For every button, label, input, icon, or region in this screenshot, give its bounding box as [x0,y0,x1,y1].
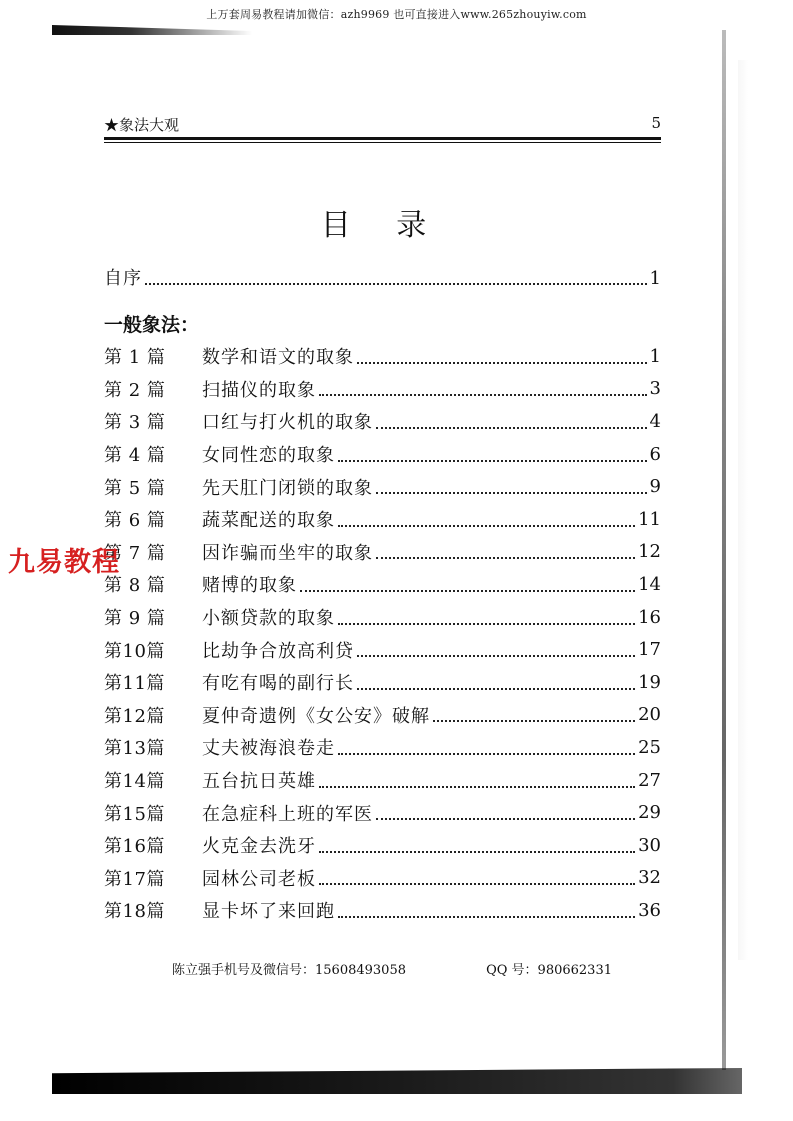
top-banner: 上万套周易教程请加微信：azh9969 也可直接进入www.265zhouyiw.com [206,8,587,21]
toc-preface-row [104,264,661,290]
chapter-label: 第11篇 [104,673,165,695]
chapter-title: 有吃有喝的副行长 [202,673,354,695]
chapter-page: 12 [638,541,661,563]
chapter-label: 第 9 篇 [104,608,166,630]
chapter-label: 第14篇 [104,771,165,793]
chapter-page: 9 [649,476,661,498]
toc-list [104,340,661,927]
chapter-page: 32 [638,867,661,889]
dot-leader [319,850,635,853]
dot-leader [319,882,635,885]
chapter-label: 第 1 篇 [104,347,166,369]
dot-leader [338,622,635,625]
toc-entry [104,829,661,862]
dot-leader [319,785,635,788]
toc-entry [104,633,661,666]
page-number: 5 [651,114,661,132]
chapter-label: 第17篇 [104,868,165,890]
chapter-title: 扫描仪的取象 [202,379,316,401]
chapter-label: 第 2 篇 [104,379,166,401]
chapter-title: 比劫争合放高利贷 [202,640,354,662]
scan-shadow-bottom [52,1068,742,1094]
watermark-logo: 九易教程 [8,547,120,578]
chapter-page: 11 [638,508,661,530]
dot-leader [433,719,635,722]
chapter-title: 显卡坏了来回跑 [202,901,335,923]
chapter-label: 第 4 篇 [104,445,166,467]
chapter-title: 火克金去洗牙 [202,836,316,858]
running-title: ★象法大观 [104,116,180,134]
chapter-page: 20 [638,704,661,726]
header-rule-thin [104,142,661,143]
chapter-page: 30 [638,834,661,856]
toc-entry [104,470,661,503]
chapter-title: 在急症科上班的军医 [202,803,373,825]
chapter-title: 数学和语文的取象 [202,347,354,369]
chapter-page: 14 [638,573,661,595]
chapter-page: 25 [638,736,661,758]
chapter-title: 口红与打火机的取象 [202,412,373,434]
chapter-label: 第12篇 [104,705,165,727]
toc-entry [104,405,661,438]
dot-leader [338,752,635,755]
chapter-page: 16 [638,606,661,628]
toc-entry [104,796,661,829]
dot-leader [376,491,647,494]
toc-entry [104,503,661,536]
chapter-label: 第15篇 [104,803,165,825]
chapter-label: 第13篇 [104,738,165,760]
toc-entry [104,894,661,927]
dot-leader [357,361,647,364]
toc-entry [104,764,661,797]
chapter-label: 第 7 篇 [104,542,166,564]
dot-leader [300,589,635,592]
chapter-page: 19 [638,671,661,693]
toc-entry [104,666,661,699]
chapter-label: 第 3 篇 [104,412,166,434]
chapter-label: 第 8 篇 [104,575,166,597]
dot-leader [376,426,647,429]
chapter-page: 27 [638,769,661,791]
dot-leader [357,687,635,690]
chapter-page: 4 [649,410,661,432]
footer-qq: QQ 号：980662331 [486,963,612,978]
dot-leader [338,524,635,527]
toc-entry [104,340,661,373]
toc-title: 目 录 [320,208,445,243]
dot-leader [376,817,635,820]
chapter-page: 17 [638,639,661,661]
chapter-title: 园林公司老板 [202,868,316,890]
chapter-title: 先天肛门闭锁的取象 [202,477,373,499]
chapter-title: 小额贷款的取象 [202,608,335,630]
header-rule [104,137,661,140]
footer-contact [172,959,612,978]
toc-entry [104,568,661,601]
toc-entry [104,731,661,764]
toc-entry [104,862,661,895]
chapter-title: 女同性恋的取象 [202,445,335,467]
section-heading: 一般象法： [104,314,200,336]
dot-leader [338,915,635,918]
chapter-page: 1 [649,345,661,367]
chapter-title: 五台抗日英雄 [202,771,316,793]
chapter-label: 第16篇 [104,836,165,858]
dot-leader [338,459,647,462]
toc-entry [104,601,661,634]
toc-entry [104,438,661,471]
chapter-page: 6 [649,443,661,465]
chapter-title: 因诈骗而坐牢的取象 [202,542,373,564]
running-header [104,114,661,136]
scan-shadow-top [52,25,252,35]
preface-label: 自序 [104,268,142,289]
chapter-page: 36 [638,899,661,921]
chapter-page: 29 [638,802,661,824]
dot-leader [145,282,647,285]
scan-page-edge [722,30,726,1070]
chapter-title: 赌博的取象 [202,575,297,597]
preface-page: 1 [649,268,661,289]
chapter-page: 3 [649,378,661,400]
chapter-label: 第18篇 [104,901,165,923]
toc-entry [104,373,661,406]
dot-leader [357,654,635,657]
chapter-title: 丈夫被海浪卷走 [202,738,335,760]
dot-leader [319,393,647,396]
chapter-label: 第 6 篇 [104,510,166,532]
chapter-label: 第10篇 [104,640,165,662]
toc-entry [104,536,661,569]
scan-page-edge-faint [738,60,748,960]
chapter-label: 第 5 篇 [104,477,166,499]
footer-phone: 陈立强手机号及微信号：15608493058 [172,963,406,978]
chapter-title: 夏仲奇遗例《女公安》破解 [202,705,430,727]
chapter-title: 蔬菜配送的取象 [202,510,335,532]
dot-leader [376,556,635,559]
toc-entry [104,699,661,732]
